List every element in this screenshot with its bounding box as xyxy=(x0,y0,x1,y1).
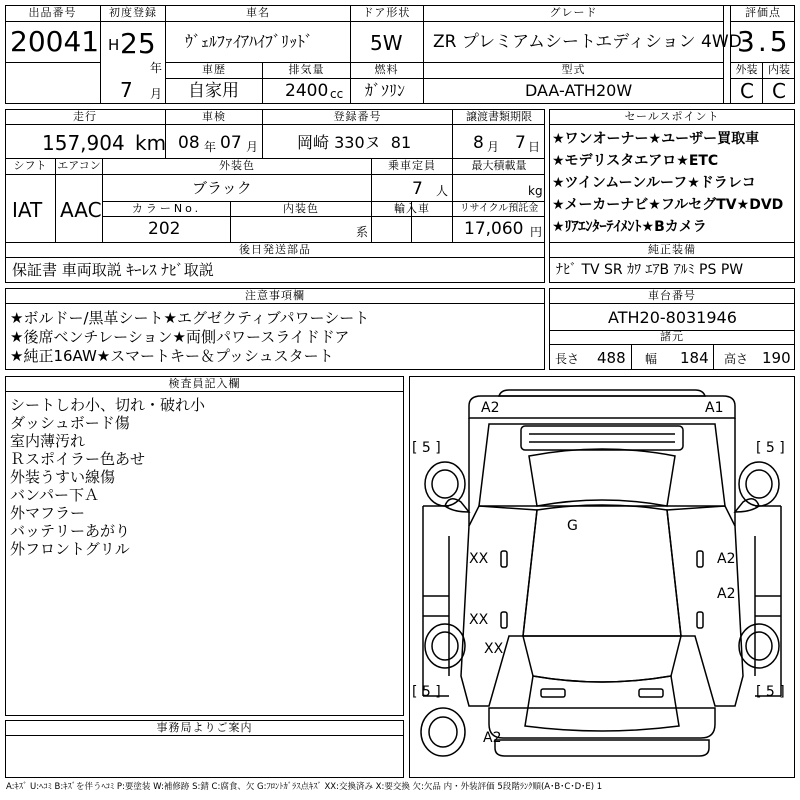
ac-label: エアコン xyxy=(57,159,101,172)
lot-label: 出品番号 xyxy=(28,6,77,19)
color-no: 202 xyxy=(148,219,181,239)
grade: ZR プレミアムシートエディション 4WD xyxy=(433,32,742,52)
inspector-label: 検査員記入欄 xyxy=(168,377,241,390)
model-code: DAA-ATH20W xyxy=(525,81,633,100)
chassis-label: 車台番号 xyxy=(648,289,696,302)
body-left xyxy=(461,506,537,706)
max-load-unit: kg xyxy=(528,184,543,198)
note-line: ★純正16AW★スマートキー＆プッシュスタート xyxy=(10,347,334,365)
mark-left-front-door: XX xyxy=(469,551,489,567)
rear-hatch xyxy=(525,676,679,731)
office-label: 事務局よりご案内 xyxy=(156,721,253,734)
mark-rear-bumper: A2 xyxy=(483,730,502,746)
tire-grade-front-left: [ 5 ] xyxy=(412,440,441,456)
tire-grade-rear-right: [ 5 ] xyxy=(756,684,785,700)
fuel: ｶﾞｿﾘﾝ xyxy=(365,81,406,100)
tire-rear-right xyxy=(739,624,779,668)
windshield xyxy=(529,449,675,506)
capacity-unit: 人 xyxy=(436,184,449,198)
color-no-label: カラーNo. xyxy=(131,202,202,215)
equipment-label: 純正装備 xyxy=(648,243,696,256)
ext-score: C xyxy=(740,79,754,103)
int-label: 内装 xyxy=(768,63,790,76)
fuel-label: 燃料 xyxy=(374,63,399,76)
first-reg-month: 7 xyxy=(120,78,133,102)
shift-label: シフト xyxy=(13,159,47,172)
inspector-line: 外装うすい線傷 xyxy=(10,468,116,486)
door-label: ドア形状 xyxy=(362,6,411,19)
recycle-fee: 17,060 xyxy=(464,219,524,239)
mark-left-rear-quarter: XX xyxy=(484,641,504,657)
width: 184 xyxy=(680,349,709,367)
body-right xyxy=(667,506,743,706)
mileage: 157,904 xyxy=(42,131,125,155)
displacement-unit: cc xyxy=(330,87,344,101)
selling-points-label: セールスポイント xyxy=(624,110,720,123)
rear-window xyxy=(523,636,681,682)
recycle-label: リサイクル預託金 xyxy=(459,203,539,214)
score-value: 3.5 xyxy=(737,25,791,58)
first-reg-year-unit: 年 xyxy=(150,61,163,75)
displacement-label: 排気量 xyxy=(288,63,325,76)
height: 190 xyxy=(762,349,791,367)
int-score: C xyxy=(772,79,786,103)
note-line: ★ボルドー/黒革シート★エグゼクティブパワーシート xyxy=(10,309,370,327)
mark-roof: G xyxy=(567,518,578,534)
transfer-month: 8 xyxy=(473,133,484,153)
tire-spare xyxy=(421,708,465,756)
inspector-line: 外フロントグリル xyxy=(10,540,130,558)
transfer-label: 譲渡書類期限 xyxy=(466,110,532,123)
rear-bumper xyxy=(489,708,715,738)
selling-point: ★ワンオーナー★ユーザー買取車 xyxy=(552,131,760,147)
ext-color-label: 外装色 xyxy=(219,159,255,172)
displacement: 2400 xyxy=(285,81,329,101)
mark-right-front-door: A2 xyxy=(717,551,736,567)
car-name-label: 車名 xyxy=(246,6,270,19)
front-bumper xyxy=(469,396,735,418)
ac: AAC xyxy=(60,198,102,222)
first-reg-year: 25 xyxy=(120,27,156,60)
inspection-year-unit: 年 xyxy=(204,140,217,154)
mark-left-rear-door: XX xyxy=(469,612,489,628)
mark-front-right-corner: A1 xyxy=(705,400,724,416)
inspection-year: 08 xyxy=(178,133,200,153)
inspection-label: 車検 xyxy=(202,110,226,123)
grille xyxy=(521,426,683,450)
note-line: ★後席ベンチレーション★両側パワースライドドア xyxy=(10,328,350,346)
capacity: 7 xyxy=(412,179,423,199)
lot-number: 20041 xyxy=(10,25,100,58)
inspection-month-unit: 月 xyxy=(246,140,259,154)
accessories-label: 後日発送部品 xyxy=(239,243,311,256)
tire-grade-front-right: [ 5 ] xyxy=(756,440,785,456)
tire-front-right xyxy=(739,462,779,506)
ext-label: 外装 xyxy=(735,63,758,76)
first-reg-month-unit: 月 xyxy=(150,87,163,101)
ext-color: ブラック xyxy=(192,179,252,197)
length: 488 xyxy=(597,349,626,367)
equipment: ﾅﾋﾞ TV SR ｶﾜ ｴｱB ｱﾙﾐ PS PW xyxy=(556,262,744,278)
history-label: 車歴 xyxy=(202,63,226,76)
transfer-month-unit: 月 xyxy=(487,140,500,154)
mark-front-left-corner: A2 xyxy=(481,400,500,416)
tire-front-left xyxy=(425,462,465,506)
inspector-line: Ｒスポイラー色あせ xyxy=(10,450,146,468)
int-color-unit: 系 xyxy=(356,225,369,239)
mark-right-rear-door: A2 xyxy=(717,586,736,602)
capacity-label: 乗車定員 xyxy=(388,159,436,172)
tire-rear-left xyxy=(425,624,465,668)
tire-grade-rear-left: [ 5 ] xyxy=(412,684,441,700)
selling-point: ★モデリスタエアロ★ETC xyxy=(552,153,719,169)
inspector-line: 室内薄汚れ xyxy=(10,432,86,450)
legend: A:ｷｽﾞ U:ﾍｺﾐ B:ｷｽﾞを伴うﾍｺﾐ P:要塗装 W:補修跡 S:錆 C:腐食、欠 G:ﾌﾛﾝﾄｶﾞﾗｽ点ｷｽﾞ XX:交換済み X:要交換 欠:欠品 内・外装評価 5段階ﾗﾝｸ順(A･B･C･D･E) 1 xyxy=(6,782,603,792)
max-load-label: 最大積載量 xyxy=(471,159,527,172)
inspector-line: シートしわ小、切れ・破れ小 xyxy=(10,396,206,414)
width-label: 幅 xyxy=(645,352,658,366)
model-label: 型式 xyxy=(561,63,586,76)
inspector-line: 外マフラー xyxy=(10,504,86,522)
notes-label: 注意事項欄 xyxy=(245,289,305,302)
shift: IAT xyxy=(12,198,43,222)
selling-point: ★ツインムーンルーフ★ドラレコ xyxy=(552,175,756,191)
chassis-number: ATH20-8031946 xyxy=(608,308,737,327)
recycle-unit: 円 xyxy=(530,225,543,239)
transfer-day: 7 xyxy=(515,133,526,153)
height-label: 高さ xyxy=(724,352,749,366)
mileage-label: 走行 xyxy=(73,110,97,123)
plate-label: 登録番号 xyxy=(333,110,382,123)
front-bumper-lip xyxy=(499,390,705,396)
inspector-line: バンパー下Ａ xyxy=(10,486,99,504)
roof xyxy=(523,505,681,636)
hood xyxy=(479,424,725,506)
dimensions-label: 諸元 xyxy=(660,330,684,343)
selling-point: ★ﾘｱｴﾝﾀｰﾃｲﾒﾝﾄ★Bカメラ xyxy=(552,219,707,235)
inspection-month: 07 xyxy=(220,133,242,153)
import-label: 輸入車 xyxy=(394,202,430,215)
first-reg-era: H xyxy=(108,36,120,54)
length-label: 長さ xyxy=(555,352,580,366)
inspector-line: ダッシュボード傷 xyxy=(10,414,130,432)
int-color-label: 内装色 xyxy=(283,202,319,215)
inspector-line: バッテリーあがり xyxy=(10,522,131,540)
first-reg-label: 初度登録 xyxy=(109,6,157,19)
accessories: 保証書 車両取説 ｷｰﾚｽ ﾅﾋﾞ取説 xyxy=(12,261,214,279)
car-name: ｳﾞｪﾙﾌｧｲｱﾊｲﾌﾞﾘｯﾄﾞ xyxy=(185,32,314,51)
history: 自家用 xyxy=(188,81,239,101)
door-type: 5W xyxy=(370,31,403,55)
grade-label: グレード xyxy=(549,6,598,19)
score-label: 評価点 xyxy=(745,6,781,19)
selling-point: ★メーカーナビ★フルセグTV★DVD xyxy=(552,197,784,213)
transfer-day-unit: 日 xyxy=(528,140,541,154)
car-diagram xyxy=(409,376,795,778)
mileage-unit: km xyxy=(135,131,167,155)
plate-number: 岡崎 330ヌ 81 xyxy=(297,133,412,152)
